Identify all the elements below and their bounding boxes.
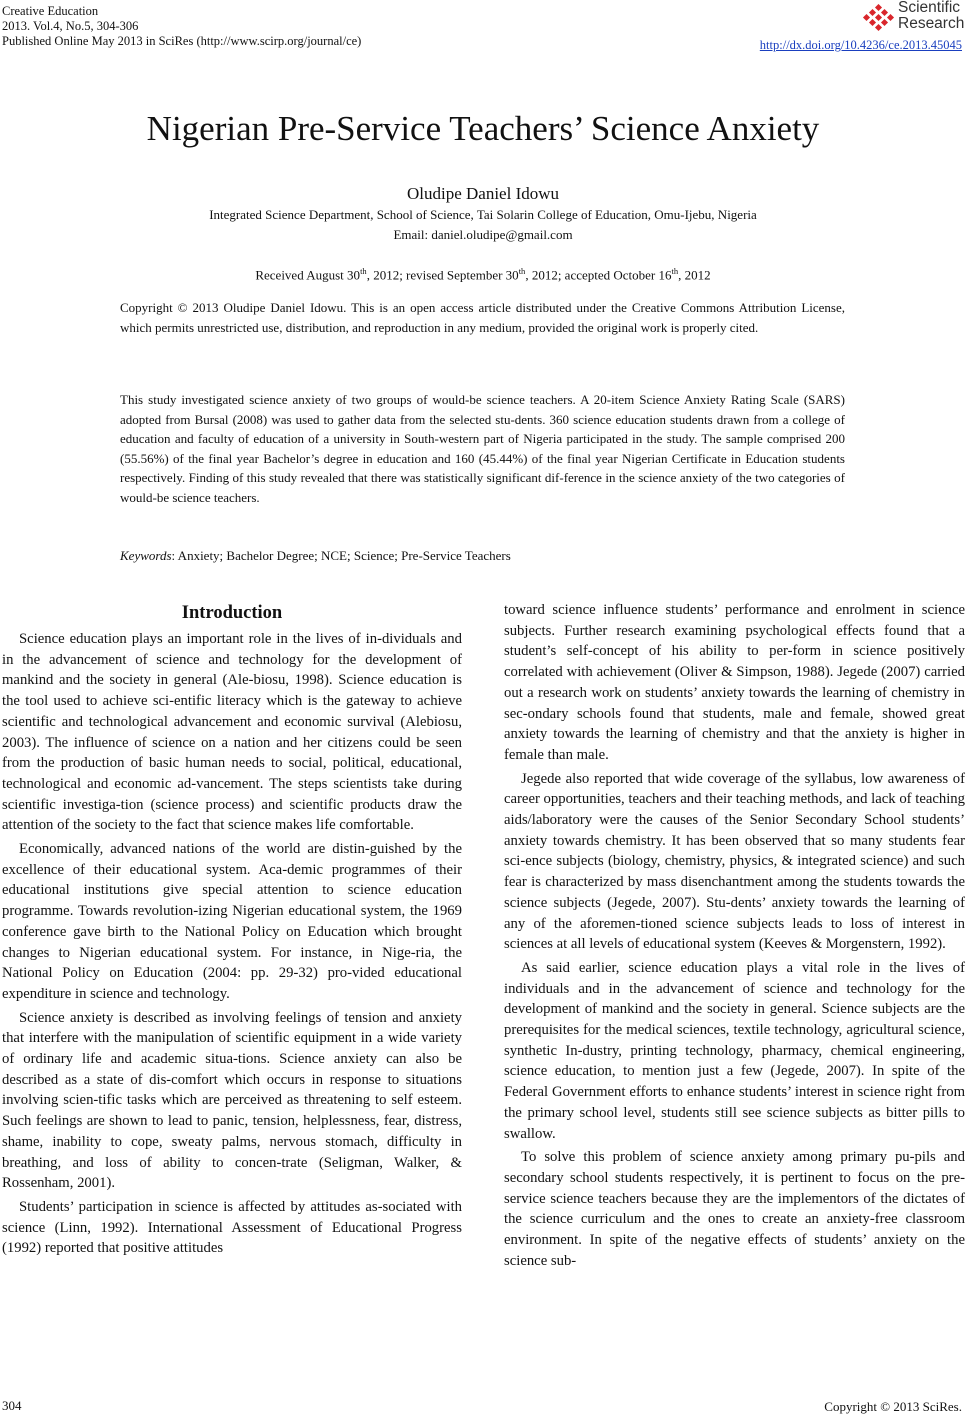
paragraph: Jegede also reported that wide coverage of the syllabus, low awareness of career opportunities, teachers and their teaching methods, and lack of teaching aids/laboratory were the causes of the Senior Secondary School students’ anxiety towards chemistry. It has been observed that so many students fear sci-ence subjects (biology, chemistry, physics, & integrated science) and such fear is characterized by mass disenchantment among the students towards the science subjects (Jegede, 2007). Stu-dents’ anxiety towards the learning of any of the aforemen-tioned science subjects leads to loss of interest in sciences at all levels of educational system (Keeves & Morgenstern, 1992).: [504, 770, 965, 953]
keywords: [120, 546, 845, 566]
received-dates: Received August 30th, 2012; revised September 30th, 2012; accepted October 16th, 2012: [255, 266, 711, 283]
paragraph: As said earlier, science education plays a vital role in the lives of individuals and in the advancement of science and technology for the development of mankind and the society in general. Science subjects are the prerequisites for the medical sciences, textile technology, agricultural science, synthetic In-dustry, printing technology, pharmacy, chemical engineering, science education, to mention just a few (Jegede, 2007). In spite of the Federal Government efforts to enhance students’ interest in science right from the primary school level, students still see science subjects as bitter pills to swallow.: [504, 959, 965, 1142]
paragraph: toward science influence students’ performance and enrolment in science subjects. Further research examining psychological effects found that a student’s self-concept of his ability to per-form in science positively correlated with achievement (Oliver & Simpson, 1988). Jegede (2007) carried out a research work on students’ anxiety towards the learning of chemistry in sec-ondary schools found that students, male and female, showed great anxiety towards the learning of chemistry and that the anxiety is higher in female than male.: [504, 602, 965, 763]
footer-copyright: Copyright © 2013 SciRes.: [824, 1399, 962, 1414]
logo-line-1: Scientific: [898, 0, 961, 16]
logo-line-2: Research: [898, 15, 965, 32]
doi-link[interactable]: http://dx.doi.org/10.4236/ce.2013.45045: [759, 38, 962, 52]
left-column: [2, 603, 462, 1262]
journal-volume: 2013. Vol.4, No.5, 304-306: [2, 19, 139, 33]
author-email[interactable]: Email: daniel.oludipe@gmail.com: [393, 227, 573, 242]
section-heading: Introduction: [181, 603, 283, 623]
paragraph: Science education plays an important role in the lives of in-dividuals and in the advancement of science and technology for the development of mankind and the society in general (Ale-biosu, 1998). Science education is the tool used to achieve sci-entific literacy which is the gateway to achieve scientific and technological advancement and economic survival (Alebiosu, 2003). The influence of science on a nation and her citizens could be seen from the production of basic human needs to social, political, educational, technological and economic ad-vancement. The steps scientists take during scientific investiga-tion (science process) and scientific products draw the attention of the society to the fact that science makes life comfortable.: [2, 631, 462, 834]
right-column: [504, 600, 965, 1275]
paper-title: Nigerian Pre-Service Teachers’ Science Anxiety: [146, 109, 820, 148]
scientific-research-logo-icon: [862, 4, 896, 34]
publisher-logo: [862, 0, 965, 38]
journal-name: Creative Education: [2, 4, 99, 18]
copyright-notice: Copyright © 2013 Oludipe Daniel Idowu. This is an open access article distributed under the Creative Commons Attribution License, which permits unrestricted use, distribution, and reproduction in any medium, provided the original work is properly cited.: [120, 300, 845, 335]
paragraph: Economically, advanced nations of the world are distin-guished by the excellence of their educational system. Aca-demic programmes of their educational institutions give special attention to science education programme. Towards revolution-izing Nigerian educational system, the 1969 conference gave birth to the National Policy on Education which brought changes to Nigerian educational system. For instance, in Nige-ria, the National Policy on Education (2004: pp. 29-32) pro-vided educational expenditure in science and technology.: [2, 841, 462, 1002]
author-name: Oludipe Daniel Idowu: [406, 184, 560, 203]
abstract: This study investigated science anxiety of two groups of would-be science teachers. A 20-item Science Anxiety Rating Scale (SARS) adopted from Bursal (2008) was used to gather data from the selected stu-dents. 360 science education students drawn from a college of education and faculty of education of a university in South-western part of Nigeria participated in the study. The sample comprised 200 (55.56%) of the final year Bachelor’s degree in education and 160 (45.44%) of the final year Nigerian Certificate in Education students respectively. Finding of this study revealed that there was statistically significant dif-ference in the science anxiety of the two categories of would-be science teachers.: [120, 392, 845, 505]
author-affiliation: Integrated Science Department, School of Science, Tai Solarin College of Education, Omu-Ijebu, Nigeria: [209, 207, 757, 222]
paragraph: To solve this problem of science anxiety among primary pu-pils and secondary school students respectively, it is pertinent to focus on the pre-service science teachers because they are the implementors of the dictates of the science curriculum and the ones to create an anxiety-free classroom environment. In spite of the negative effects of students’ anxiety on the science sub-: [504, 1149, 965, 1269]
publication-info: Published Online May 2013 in SciRes (http://www.scirp.org/journal/ce): [2, 34, 362, 48]
running-header: [2, 4, 361, 49]
paragraph: Science anxiety is described as involving feelings of tension and anxiety that interfere with the manipulation of scientific equipment in a wide variety of ordinary life and academic situa-tions. Science anxiety can also be described as a state of dis-comfort which occurs in response to situations involving scien-tific tasks which are perceived as threatening to self esteem. Such feelings are shown to lead to panic, tension, helplessness, fear, distress, shame, inability to cope, sweaty palms, nervous stomach, difficulty in breathing, and loss of ability to concen-trate (Seligman, Walker, & Rossenham, 2001).: [2, 1009, 462, 1192]
paragraph: Students’ participation in science is affected by attitudes as-sociated with science (Linn, 1992). International Assessment of Educational Progress (1992) reported that positive attitudes: [2, 1198, 462, 1257]
page-number: 304: [2, 1398, 22, 1413]
keywords-label: Keywords: [120, 548, 172, 563]
keywords-text: : Anxiety; Bachelor Degree; NCE; Science; Pre-Service Teachers: [171, 548, 511, 563]
